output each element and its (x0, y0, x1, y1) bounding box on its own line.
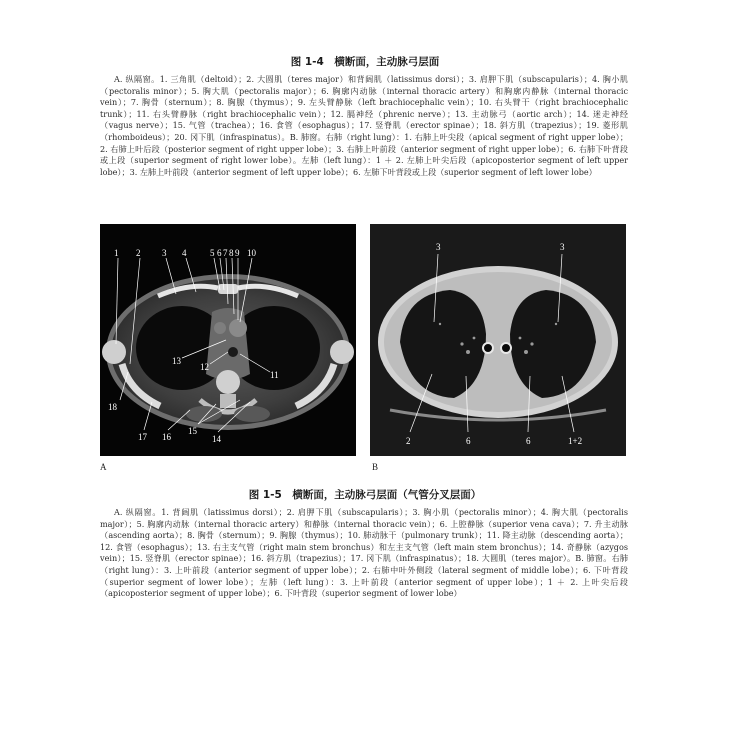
panel-a-label: 17 (138, 432, 147, 442)
panel-a-label: 7 (223, 248, 228, 258)
panel-b-label: 6 (466, 436, 471, 446)
figure-1-4-caption-text: A. 纵隔窗。1. 三角肌（deltoid）；2. 大圆肌（teres major）和背阔肌（latissimus dorsi）；3. 肩胛下肌（subscapularis）；4. 胸小肌（pectoralis minor）；5. 胸大肌（pectoralis major）；6. 胸廓内动脉（internal thoracic artery）和胸廓内静脉（internal thoracic vein）；7. 胸骨（sternum）；8. 胸腺（thymus）；9. 左头臂静脉（left brachiocephalic vein）；10. 右头臂干（right brachiocephalic trunk）；11. 右头臂静脉（right brachiocephalic vein）；12. 膈神经（phrenic nerve）；13. 主动脉弓（aortic arch）；14. 迷走神经（vagus nerve）；15. 气管（trachea）；16. 食管（esophagus）；17. 竖脊肌（erector spinae）；18. 斜方肌（trapezius）；19. 菱形肌（rhomboideus）；20. 冈下肌（infraspinatus）。B. 肺窗。右肺（right lung）：1. 右肺上叶尖段（apical segment of right upper lobe）；2. 右肺上叶后段（posterior segment of right upper lobe）；3. 右肺上叶前段（anterior segment of right upper lobe）；6. 右肺下叶背段或上段（superior segment of right lower lobe）。左肺（left lung）：1 ＋ 2. 左肺上叶尖后段（apicoposterior segment of left upper lobe）；3. 左肺上叶前段（anterior segment of left upper lobe）；6. 左肺下叶背段或上段（superior segment of left lower lobe） (100, 74, 628, 177)
panel-a-label: 10 (247, 248, 256, 258)
panel-a-label: 8 (229, 248, 234, 258)
figure-1-5-caption-text: A. 纵隔窗。1. 背阔肌（latissimus dorsi）；2. 肩胛下肌（subscapularis）；3. 胸小肌（pectoralis minor）；4. 胸大肌（pectoralis major）；5. 胸廓内动脉（internal thoracic artery）和静脉（internal thoracic vein）；6. 上腔静脉（superior vena cava）；7. 升主动脉（ascending aorta）；8. 胸骨（sternum）；9. 胸腺（thymus）；10. 肺动脉干（pulmonary trunk）；11. 降主动脉（descending aorta）；12. 食管（esophagus）；13. 右主支气管（right main stem bronchus）和左主支气管（left main stem bronchus）；14. 奇静脉（azygos vein）；15. 竖脊肌（erector spinae）；16. 斜方肌（trapezius）；17. 冈下肌（infraspinatus）；18. 大圆肌（teres major）。B. 肺窗。右肺（right lung）：3. 上叶前段（anterior segment of upper lobe）；2. 右肺中叶外侧段（lateral segment of middle lobe）；6. 下叶背段（superior segment of lower lobe）；左肺（left lung）：3. 上叶前段（anterior segment of upper lobe）；1 ＋ 2. 上叶尖后段（apicoposterior segment of upper lobe）；6. 下叶背段（superior segment of lower lobe） (100, 507, 628, 599)
panel-a-label: 5 (210, 248, 215, 258)
panel-b-label: 1+2 (568, 436, 583, 446)
panel-a-label: 18 (108, 402, 117, 412)
panel-a-label: 15 (188, 426, 197, 436)
figure-1-4-title: 图 1-4 横断面，主动脉弓层面 (290, 56, 440, 68)
panel-b-label: 6 (526, 436, 531, 446)
ct-image-mediastinal-window (100, 224, 356, 456)
panel-a-label: 1 (114, 248, 119, 258)
panel-a-label: 3 (162, 248, 167, 258)
panel-a-label: 11 (270, 370, 279, 380)
panel-b-label: 3 (436, 242, 441, 252)
figure-1-5-caption (100, 507, 628, 600)
ct-panel-b (370, 224, 626, 456)
figure-1-4-caption (100, 74, 628, 178)
panel-a-label: 13 (172, 356, 181, 366)
panel-a-label: 4 (182, 248, 187, 258)
ct-image-lung-window (370, 224, 626, 456)
panel-a-label: 12 (200, 362, 209, 372)
panel-a-label: 16 (162, 432, 171, 442)
panel-b-label: 3 (560, 242, 565, 252)
panel-a-label: 2 (136, 248, 141, 258)
panel-a-label: 14 (212, 434, 221, 444)
panel-a-label: 9 (235, 248, 240, 258)
figure-1-5-title: 图 1-5 横断面，主动脉弓层面（气管分叉层面） (248, 489, 482, 501)
panel-a-letter: A (100, 462, 107, 472)
panel-b-letter: B (372, 462, 379, 472)
panel-a-label: 6 (217, 248, 222, 258)
panel-b-label: 2 (406, 436, 411, 446)
ct-panel-a (100, 224, 356, 456)
